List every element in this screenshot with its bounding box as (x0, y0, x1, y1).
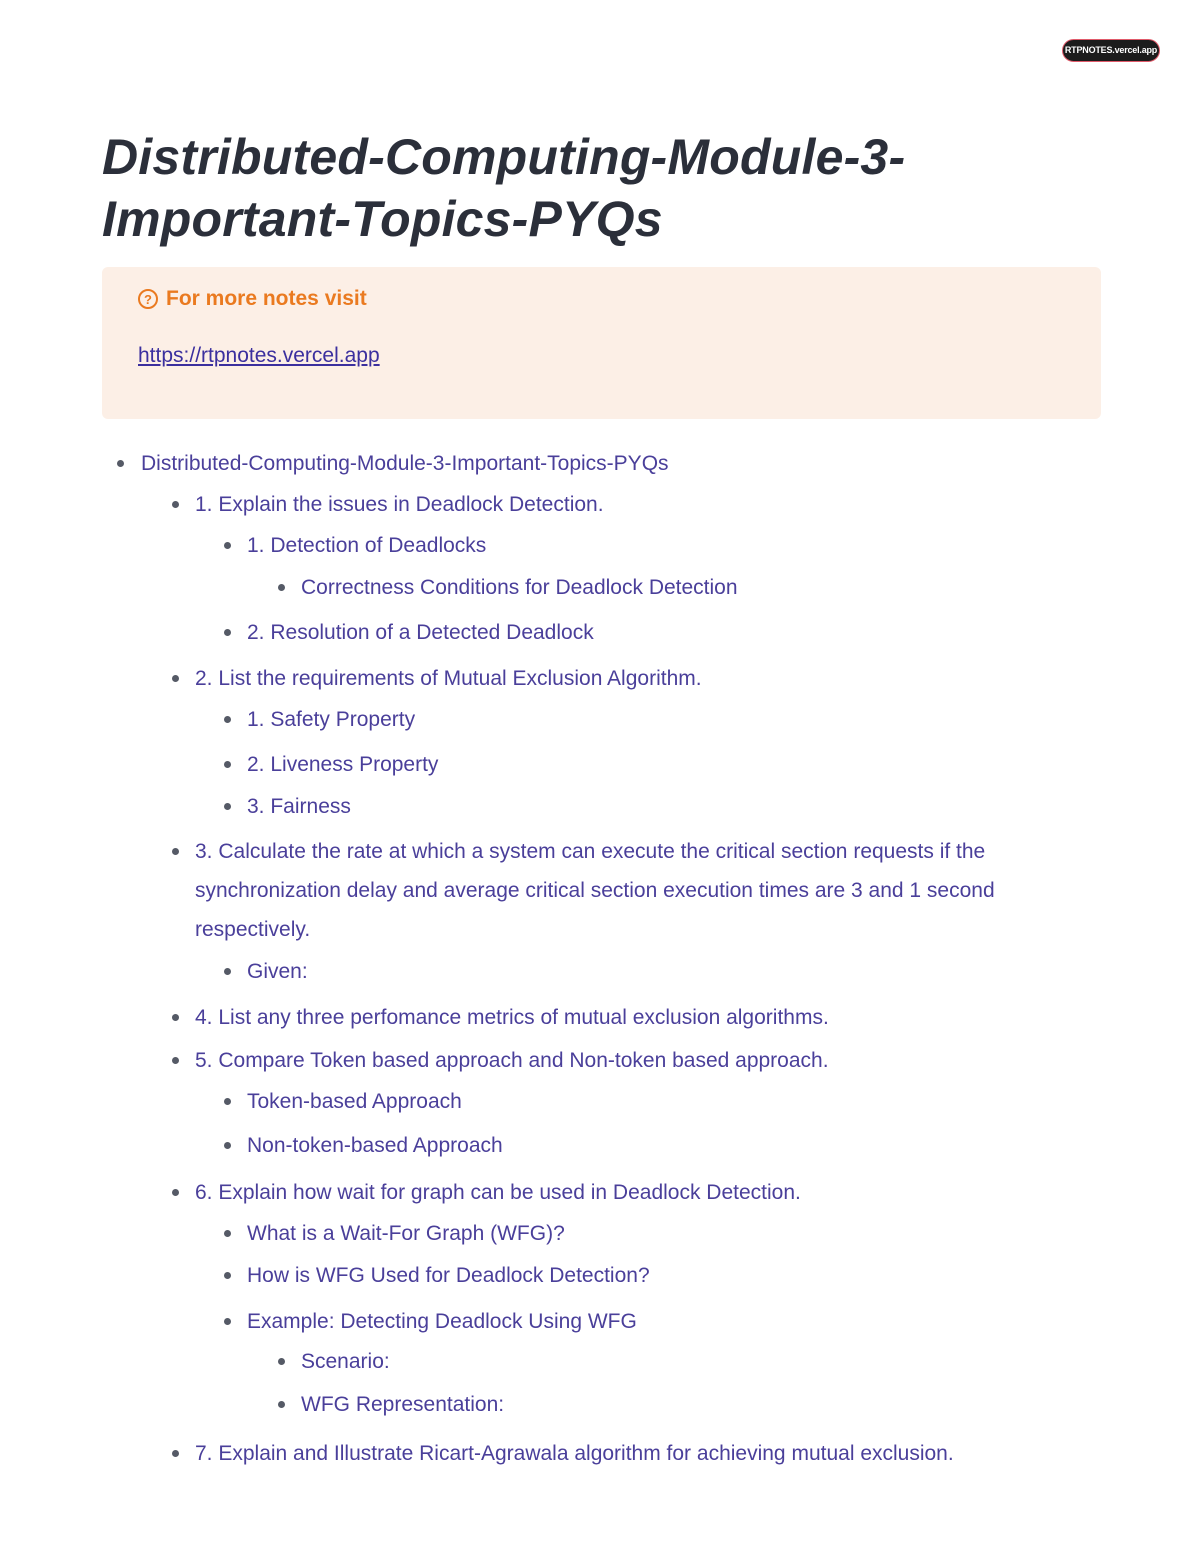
toc-link[interactable]: Correctness Conditions for Deadlock Detection (301, 576, 738, 599)
notes-link[interactable]: https://rtpnotes.vercel.app (138, 344, 380, 367)
toc-link[interactable]: 4. List any three perfomance metrics of mutual exclusion algorithms. (195, 1006, 829, 1029)
bullet-icon (224, 1318, 231, 1325)
site-badge[interactable]: RTPNOTES.vercel.app (1062, 39, 1160, 62)
toc-link[interactable]: 6. Explain how wait for graph can be used in Deadlock Detection. (195, 1181, 801, 1204)
bullet-icon (117, 460, 124, 467)
toc-link[interactable]: 1. Explain the issues in Deadlock Detection. (195, 493, 604, 516)
page-title: Distributed-Computing-Module-3-Important-Topics-PYQs (102, 129, 906, 247)
toc-link[interactable]: Example: Detecting Deadlock Using WFG (247, 1310, 637, 1333)
bullet-icon (172, 1014, 179, 1021)
bullet-icon (172, 1057, 179, 1064)
toc-link[interactable]: 5. Compare Token based approach and Non-token based approach. (195, 1049, 829, 1072)
toc-link[interactable]: Scenario: (301, 1350, 390, 1373)
bullet-icon (172, 501, 179, 508)
bullet-icon (278, 584, 285, 591)
question-circle-icon: ? (138, 289, 158, 309)
bullet-icon (224, 1098, 231, 1105)
callout-heading (138, 287, 367, 311)
toc-link[interactable]: 2. List the requirements of Mutual Exclusion Algorithm. (195, 667, 702, 690)
bullet-icon (224, 716, 231, 723)
toc-link[interactable]: What is a Wait-For Graph (WFG)? (247, 1222, 565, 1245)
bullet-icon (278, 1401, 285, 1408)
toc-link[interactable]: 3. Calculate the rate at which a system can execute the critical section requests if the synchronization delay and average critical section execution times are 3 and 1 second respectively. (195, 840, 995, 941)
bullet-icon (172, 848, 179, 855)
bullet-icon (278, 1358, 285, 1365)
callout-heading-text: For more notes visit (166, 287, 367, 310)
toc-link[interactable]: 1. Safety Property (247, 708, 416, 731)
notes-callout (102, 267, 1101, 419)
toc-link[interactable]: 1. Detection of Deadlocks (247, 534, 487, 557)
bullet-icon (224, 1142, 231, 1149)
bullet-icon (224, 1230, 231, 1237)
toc-link[interactable]: 7. Explain and Illustrate Ricart-Agrawala algorithm for achieving mutual exclusion. (195, 1442, 954, 1465)
bullet-icon (224, 542, 231, 549)
toc-link[interactable]: 3. Fairness (247, 795, 351, 818)
toc-link[interactable]: Distributed-Computing-Module-3-Important-Topics-PYQs (141, 452, 669, 475)
bullet-icon (172, 675, 179, 682)
toc-link[interactable]: Given: (247, 960, 308, 983)
toc-link[interactable]: How is WFG Used for Deadlock Detection? (247, 1264, 650, 1287)
bullet-icon (172, 1450, 179, 1457)
toc-link[interactable]: WFG Representation: (301, 1393, 505, 1416)
bullet-icon (224, 761, 231, 768)
toc-link[interactable]: Token-based Approach (247, 1090, 462, 1113)
toc-link[interactable]: Non-token-based Approach (247, 1134, 503, 1157)
toc-link[interactable]: 2. Resolution of a Detected Deadlock (247, 621, 594, 644)
bullet-icon (224, 968, 231, 975)
bullet-icon (172, 1189, 179, 1196)
bullet-icon (224, 803, 231, 810)
toc-link[interactable]: 2. Liveness Property (247, 753, 439, 776)
bullet-icon (224, 629, 231, 636)
bullet-icon (224, 1272, 231, 1279)
